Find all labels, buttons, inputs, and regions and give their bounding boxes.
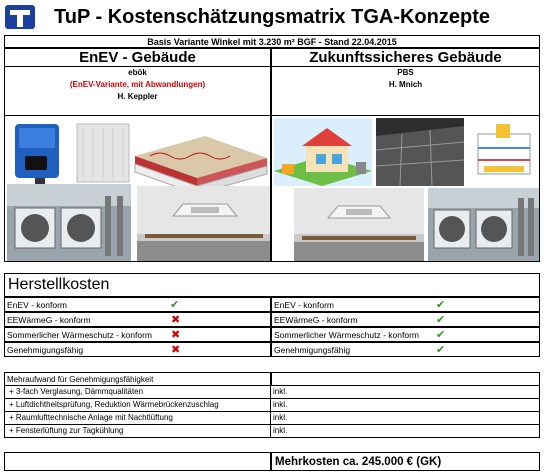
floor-heating-image: [135, 136, 267, 194]
check-icon: ✔: [170, 299, 180, 311]
mehraufwand-value: inkl.: [271, 412, 540, 425]
cross-icon: ✖: [171, 329, 181, 341]
criteria-label: Genehmigungsfähig: [7, 345, 84, 355]
mehrkosten-label-cell: [4, 452, 271, 471]
mehrkosten-total: Mehrkosten ca. 245.000 € (GK): [271, 452, 540, 471]
criteria-row: [271, 297, 540, 312]
boiler-image: [15, 124, 59, 184]
criteria-label: Genehmigungsfähig: [274, 345, 351, 355]
mehraufwand-item: + Fensterlüftung zur Tagkühlung: [4, 425, 271, 438]
criteria-row: [271, 312, 540, 327]
criteria-row: [271, 342, 540, 357]
ceiling-cassette-image: [294, 188, 424, 261]
outdoor-units-image: [428, 188, 539, 261]
criteria-row: [4, 327, 271, 342]
zukunft-pictures: [271, 115, 540, 262]
column-heading-zukunft: Zukunftssicheres Gebäude: [271, 48, 540, 67]
column-info-zukunft: [271, 67, 540, 115]
page-subtitle: Basis Variante Winkel mit 3.230 m² BGF - Stand 22.04.2015: [4, 35, 540, 48]
author-person: H. Keppler: [117, 92, 158, 101]
raised-floor-image: [376, 118, 464, 186]
criteria-row: [4, 312, 271, 327]
criteria-label: Sommerlicher Wärmeschutz - konform: [274, 330, 420, 340]
criteria-row: [4, 297, 271, 312]
technical-diagram-image: [468, 118, 539, 186]
criteria-row: [271, 327, 540, 342]
mehraufwand-value: inkl.: [271, 425, 540, 438]
column-info-enev: [4, 67, 271, 115]
enev-pictures-collage: [5, 116, 271, 262]
ceiling-cassette-image: [137, 186, 270, 261]
mehraufwand-value: inkl.: [271, 399, 540, 412]
mehraufwand-heading-value-cell: [271, 372, 540, 386]
enev-pictures: [4, 115, 271, 262]
author-person: H. Mnich: [388, 80, 423, 89]
criteria-label: EEWärmeG - konform: [7, 315, 91, 325]
mehraufwand-value: inkl.: [271, 386, 540, 399]
mehraufwand-item: + 3-fach Verglasung, Dämmqualitäten: [4, 386, 271, 399]
author-org: ebök: [128, 68, 147, 77]
radiator-image: [77, 124, 129, 182]
author-org: PBS: [397, 68, 414, 77]
outdoor-units-image: [7, 184, 131, 261]
mehraufwand-item: + Luftdichtheitsprüfung, Reduktion Wärmebrückenzuschlag: [4, 399, 271, 412]
check-icon: ✔: [436, 299, 446, 311]
criteria-label: EnEV - konform: [274, 300, 334, 310]
zukunft-pictures-collage: [272, 116, 540, 262]
page-title: TuP - Kostenschätzungsmatrix TGA-Konzepte: [54, 6, 490, 28]
cross-icon: ✖: [171, 314, 181, 326]
criteria-row: [4, 342, 271, 357]
section-title-herstellkosten: Herstellkosten: [4, 273, 540, 297]
variant-note: (EnEV-Variante, mit Abwandlungen): [69, 80, 206, 89]
check-icon: ✔: [436, 329, 446, 341]
house-illustration-image: [274, 118, 372, 186]
check-icon: ✔: [436, 344, 446, 356]
cross-icon: ✖: [171, 344, 181, 356]
mehraufwand-item: + Raumlufttechnische Anlage mit Nachtlüftung: [4, 412, 271, 425]
column-heading-enev: EnEV - Gebäude: [4, 48, 271, 67]
criteria-label: EnEV - konform: [7, 300, 67, 310]
criteria-label: Sommerlicher Wärmeschutz - konform: [7, 330, 153, 340]
criteria-label: EEWärmeG - konform: [274, 315, 358, 325]
mehraufwand-heading: Mehraufwand für Genehmigungsfähigkeit: [4, 372, 271, 386]
check-icon: ✔: [436, 314, 446, 326]
